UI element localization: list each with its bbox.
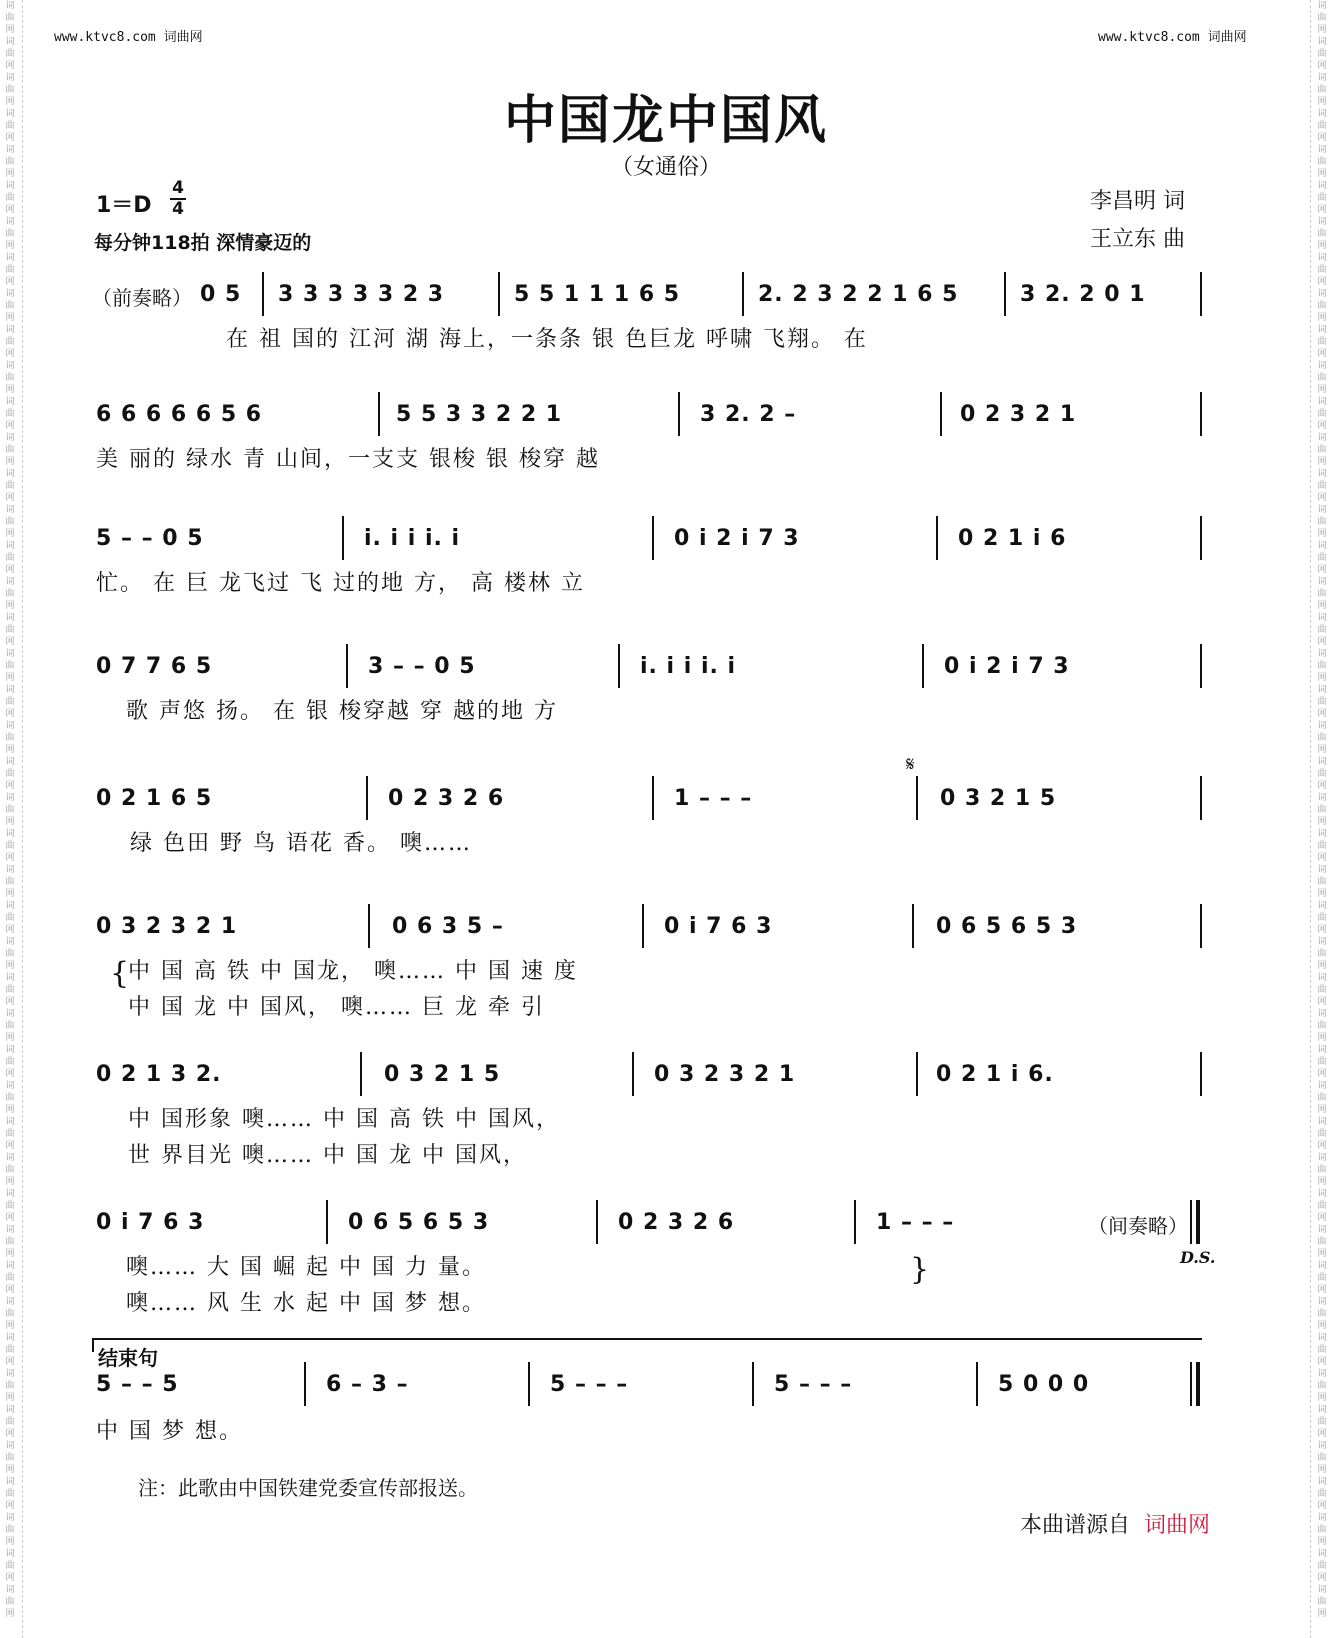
measure-notes: 0 2 1 i 6. [936, 1062, 1054, 1087]
measure-notes: 0 6 3 5 – [392, 914, 504, 939]
lyrics-line: 美 丽的 绿水 青 山间，一支支 银梭 银 梭穿 越 [96, 447, 600, 472]
barline [596, 1200, 598, 1244]
barline [916, 1052, 918, 1096]
barline [1200, 644, 1202, 688]
measure-notes: 3 2. 2 0 1 [1020, 282, 1146, 307]
lyrics-line: 忙。 在 巨 龙飞过 飞 过的地 方， 高 楼林 立 [96, 571, 585, 596]
composer-credit: 王立东 曲 [1090, 227, 1185, 252]
time-sig-bottom: 4 [172, 199, 184, 219]
barline [922, 644, 924, 688]
barline [652, 516, 654, 560]
lyrics-verse-2: 世 界目光 噢…… 中 国 龙 中 国风， [128, 1143, 527, 1168]
source-footer [1020, 1508, 1210, 1539]
song-subtitle: （女通俗） [610, 155, 721, 180]
measure-notes: 0 2 3 2 1 [960, 402, 1077, 427]
barline [1004, 272, 1006, 316]
segno-sign: 𝄋 [906, 752, 915, 776]
measure-notes: 0 2 1 i 6 [958, 526, 1067, 551]
barline [1200, 392, 1202, 436]
measure-notes: 5 5 3 3 2 2 1 [396, 402, 563, 427]
barline [342, 516, 344, 560]
measure-notes: 0 2 1 6 5 [96, 786, 213, 811]
song-title: 中国龙中国风 [503, 90, 828, 151]
barline [678, 392, 680, 436]
tempo-marking: 每分钟118拍 深情豪迈的 [94, 232, 312, 254]
barline [1200, 904, 1202, 948]
measure-notes: 5 – – 5 [96, 1372, 179, 1397]
measure-notes: 0 2 3 2 6 [618, 1210, 735, 1235]
barline [752, 1362, 754, 1406]
time-sig-top: 4 [172, 178, 184, 198]
measure-notes: 3 2. 2 – [700, 402, 797, 427]
lyrics-verse-1: 中 国形象 噢…… 中 国 高 铁 中 国风， [128, 1107, 560, 1132]
lyricist-credit: 李昌明 词 [1090, 189, 1185, 214]
source-label: 本曲谱源自 [1020, 1513, 1131, 1538]
barline [304, 1362, 306, 1406]
barline [378, 392, 380, 436]
barline [912, 904, 914, 948]
barline [1200, 1052, 1202, 1096]
measure-notes: 3 3 3 3 3 2 3 [278, 282, 445, 307]
barline [1200, 272, 1202, 316]
lyrics-verse-1: 噢…… 大 国 崛 起 中 国 力 量。 [126, 1255, 486, 1280]
barline [366, 776, 368, 820]
barline [916, 776, 918, 820]
lyrics-line: 在 祖 国的 江河 湖 海上，一条条 银 色巨龙 呼啸 飞翔。 在 [226, 327, 868, 352]
measure-notes: 0 3 2 1 5 [384, 1062, 501, 1087]
measure-notes: 5 – – 0 5 [96, 526, 204, 551]
source-brand-link[interactable]: 词曲网 [1144, 1513, 1211, 1538]
measure-notes: 3 – – 0 5 [368, 654, 476, 679]
dal-segno-marking: D.S. [1180, 1248, 1216, 1267]
measure-notes: 0 2 1 3 2. [96, 1062, 222, 1087]
footnote: 注：此歌由中国铁建党委宣传部报送。 [138, 1476, 478, 1500]
barline [360, 1052, 362, 1096]
measure-notes: 2. 2 3 2 2 1 6 5 [758, 282, 959, 307]
side-watermark-left: 词曲网词曲网词曲网词曲网词曲网词曲网词曲网词曲网词曲网词曲网词曲网词曲网词曲网词曲网词曲网词曲网词曲网词曲网词曲网词曲网词曲网词曲网词曲网词曲网词曲网词曲网词曲网词曲网词曲网词曲网词曲网词曲网词曲网词曲网词曲网词曲网词曲网词曲网词曲网词曲网词曲网词曲网词曲网词曲网词曲网 [5, 1, 15, 1619]
barline [936, 516, 938, 560]
barline [1200, 516, 1202, 560]
side-watermark-right: 词曲网词曲网词曲网词曲网词曲网词曲网词曲网词曲网词曲网词曲网词曲网词曲网词曲网词曲网词曲网词曲网词曲网词曲网词曲网词曲网词曲网词曲网词曲网词曲网词曲网词曲网词曲网词曲网词曲网词曲网词曲网词曲网词曲网词曲网词曲网词曲网词曲网词曲网词曲网词曲网词曲网词曲网词曲网词曲网词曲网 [1317, 1, 1327, 1619]
right-margin-line [1310, 0, 1311, 1638]
verse-brace: { [110, 956, 130, 991]
measure-notes: 6 6 6 6 6 5 6 [96, 402, 263, 427]
lyrics-line: 绿 色田 野 鸟 语花 香。 噢…… [130, 831, 472, 856]
barline [940, 392, 942, 436]
time-signature [170, 180, 186, 218]
barline [652, 776, 654, 820]
ending-bracket [92, 1338, 1202, 1352]
barline [326, 1200, 328, 1244]
prelude-marking: （前奏略） [92, 286, 192, 310]
lyrics-verse-1: 中 国 高 铁 中 国龙， 噢…… 中 国 速 度 [128, 959, 578, 984]
lyrics-line: 中 国 梦 想。 [96, 1419, 243, 1444]
key-signature: 1＝D [96, 193, 152, 218]
interlude-marking: （间奏略） [1088, 1214, 1188, 1238]
barline [742, 272, 744, 316]
measure-notes: 0 6 5 6 5 3 [936, 914, 1078, 939]
measure-notes: i. i i i. i [364, 526, 461, 551]
measure-notes: 0 3 2 3 2 1 [654, 1062, 796, 1087]
measure-notes: 0 i 7 6 3 [96, 1210, 205, 1235]
barline [1200, 776, 1202, 820]
measure-notes: 1 – – – [876, 1210, 955, 1235]
lyrics-line: 歌 声悠 扬。 在 银 梭穿越 穿 越的地 方 [126, 699, 558, 724]
barline [368, 904, 370, 948]
ending-label: 结束句 [98, 1346, 158, 1370]
measure-notes: i. i i i. i [640, 654, 737, 679]
measure-notes: 1 – – – [674, 786, 753, 811]
measure-notes: 5 – – – [550, 1372, 629, 1397]
barline [976, 1362, 978, 1406]
lyrics-verse-2: 中 国 龙 中 国风， 噢…… 巨 龙 牵 引 [128, 995, 545, 1020]
verse-brace-right: } [910, 1252, 930, 1287]
measure-notes: 5 0 0 0 [998, 1372, 1090, 1397]
barline [498, 272, 500, 316]
measure-notes: 0 2 3 2 6 [388, 786, 505, 811]
barline [854, 1200, 856, 1244]
measure-notes: 0 6 5 6 5 3 [348, 1210, 490, 1235]
measure-notes: 0 3 2 3 2 1 [96, 914, 238, 939]
final-barline-thick [1196, 1362, 1200, 1406]
lyrics-verse-2: 噢…… 风 生 水 起 中 国 梦 想。 [126, 1291, 486, 1316]
measure-notes: 0 5 [200, 282, 242, 307]
barline [346, 644, 348, 688]
repeat-barline-thin [1190, 1200, 1192, 1244]
measure-notes: 0 i 2 i 7 3 [944, 654, 1070, 679]
barline [618, 644, 620, 688]
measure-notes: 6 – 3 – [326, 1372, 409, 1397]
measure-notes: 0 i 2 i 7 3 [674, 526, 800, 551]
measure-notes: 0 3 2 1 5 [940, 786, 1057, 811]
repeat-barline-thick [1196, 1200, 1200, 1244]
final-barline-thin [1190, 1362, 1192, 1406]
site-watermark-right[interactable]: www.ktvc8.com 词曲网 [1098, 30, 1247, 45]
barline [528, 1362, 530, 1406]
measure-notes: 0 7 7 6 5 [96, 654, 213, 679]
barline [642, 904, 644, 948]
measure-notes: 0 i 7 6 3 [664, 914, 773, 939]
left-margin-line [22, 0, 23, 1638]
barline [632, 1052, 634, 1096]
barline [262, 272, 264, 316]
measure-notes: 5 5 1 1 1 6 5 [514, 282, 681, 307]
measure-notes: 5 – – – [774, 1372, 853, 1397]
site-watermark-left[interactable]: www.ktvc8.com 词曲网 [54, 30, 203, 45]
